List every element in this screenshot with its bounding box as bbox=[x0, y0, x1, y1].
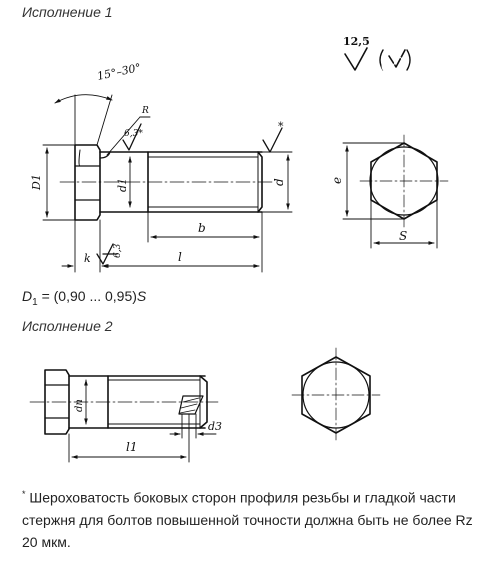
hex-dimensions-v1 bbox=[343, 143, 437, 248]
l1-label: l1 bbox=[126, 440, 138, 454]
dimensions-v1 bbox=[43, 95, 292, 272]
roughness-star-label: * bbox=[278, 120, 284, 133]
roughness-63-label: 6,3 bbox=[113, 243, 123, 258]
formula-rhs-var: S bbox=[136, 288, 147, 304]
D1-label: D1 bbox=[30, 174, 43, 190]
l-label: l bbox=[178, 250, 182, 264]
b-label: b bbox=[198, 221, 206, 235]
dn-label: dп bbox=[74, 399, 85, 412]
formula-lhs: D bbox=[22, 288, 33, 304]
radius-label: R bbox=[142, 106, 149, 116]
d3-label: d3 bbox=[208, 420, 223, 433]
d1-label: d1 bbox=[116, 177, 129, 192]
footnote-text: Шероховатость боковых сторон профиля резьбы и гладкой части стержня для болтов повышенной точности должна быть не более Rz 20 мкм. bbox=[22, 489, 473, 550]
roughness-value-label: 12,5 bbox=[343, 35, 370, 48]
e-label: e bbox=[330, 176, 344, 184]
roughness-marks-v1 bbox=[97, 124, 282, 264]
d-label: d bbox=[272, 178, 286, 186]
footnote-marker: * bbox=[22, 489, 26, 499]
bolt-side-view-v2 bbox=[30, 370, 218, 434]
bolt-side-view-v1 bbox=[60, 145, 275, 220]
k-label: k bbox=[84, 252, 91, 265]
hex-end-view-v1 bbox=[360, 135, 448, 227]
drawing-labels bbox=[30, 35, 407, 454]
S-label: S bbox=[399, 229, 408, 243]
variant-2-caption: Исполнение 2 bbox=[22, 318, 113, 334]
formula-lhs-sub: 1 bbox=[32, 296, 38, 308]
angle-label: 15°–30° bbox=[95, 60, 143, 83]
dimensions-v2 bbox=[69, 380, 216, 462]
formula-rhs: = (0,90 ... 0,95) bbox=[37, 288, 137, 304]
hex-end-view-v2 bbox=[292, 348, 380, 442]
roughness-63-star-label: 6,3* bbox=[124, 129, 143, 139]
roughness-bracket-label: (√) bbox=[380, 54, 406, 75]
variant-1-caption: Исполнение 1 bbox=[22, 4, 113, 20]
